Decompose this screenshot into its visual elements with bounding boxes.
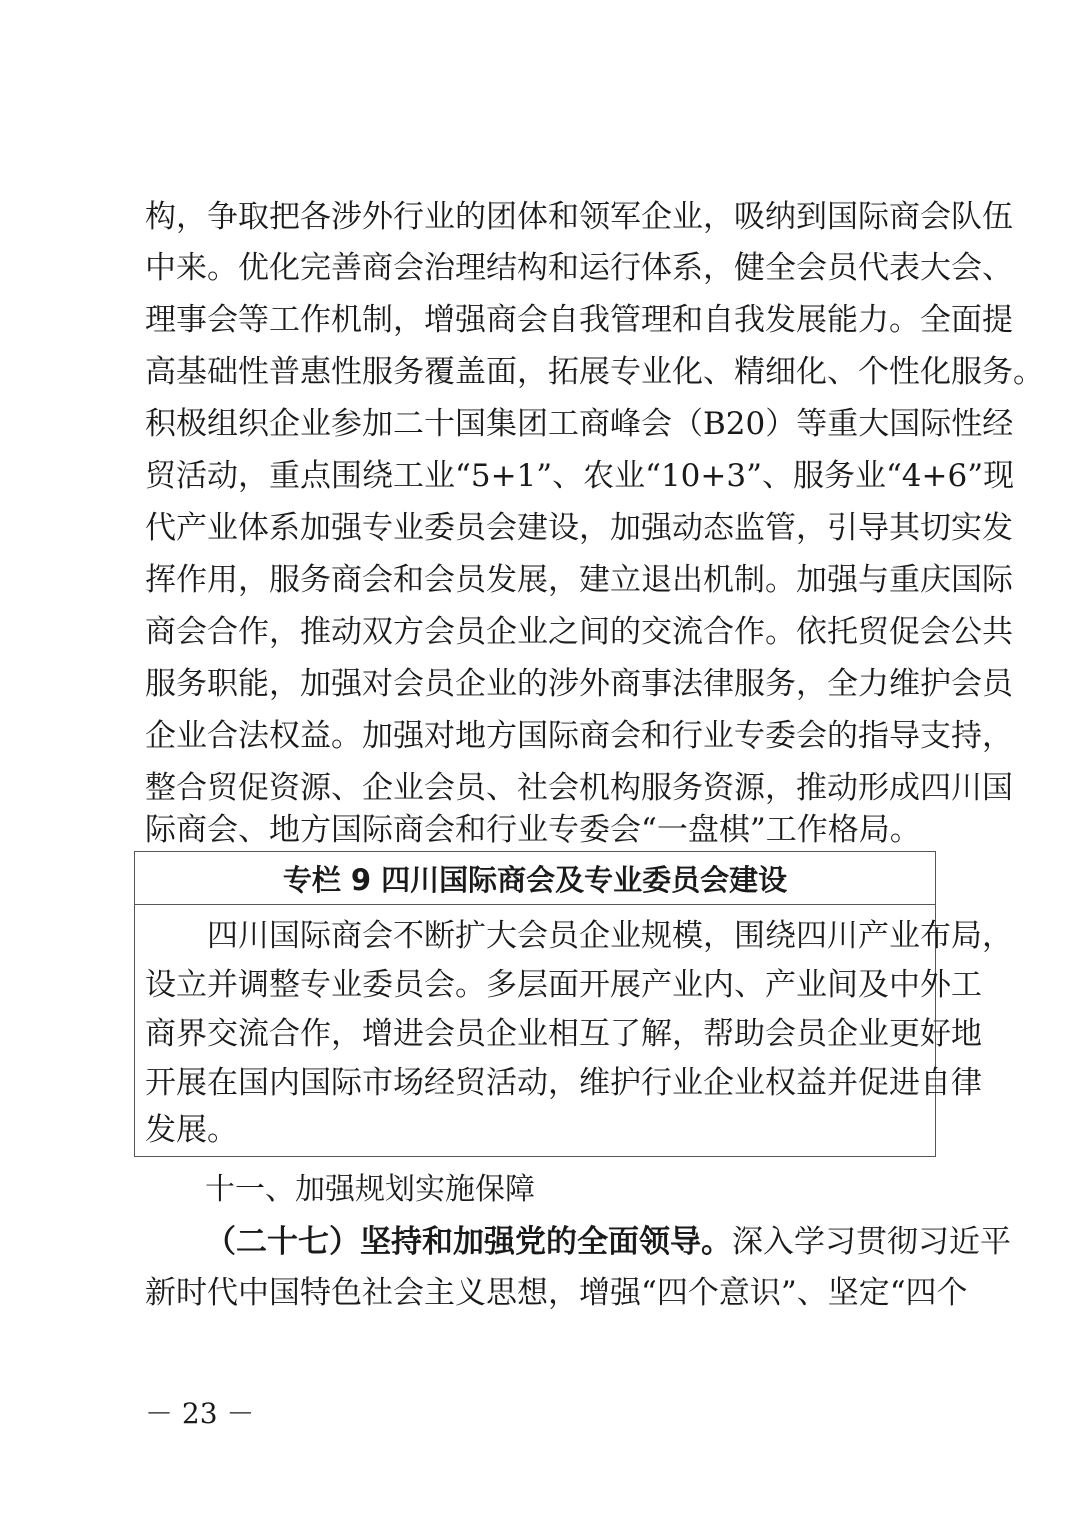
- paragraph-text: 深入学习贯彻习近平: [732, 1224, 1011, 1260]
- paragraph-bold-lead: （二十七）坚持和加强党的全面领导。: [205, 1224, 732, 1260]
- feature-box-line: 商界交流合作，增进会员企业相互了解，帮助会员企业更好地: [145, 1016, 982, 1052]
- body-line: 服务职能，加强对会员企业的涉外商事法律服务，全力维护会员: [145, 666, 1013, 702]
- feature-box-title: 专栏 9 四川国际商会及专业委员会建设: [282, 863, 788, 897]
- body-line: 际商会、地方国际商会和行业专委会“一盘棋”工作格局。: [145, 812, 921, 848]
- body-line: 理事会等工作机制，增强商会自我管理和自我发展能力。全面提: [145, 302, 1013, 338]
- feature-box-line: 发展。: [145, 1112, 238, 1148]
- paragraph-line: [205, 1222, 1011, 1262]
- paragraph-line: 新时代中国特色社会主义思想，增强“四个意识”、坚定“四个: [145, 1275, 968, 1311]
- section-heading: 十一、加强规划实施保障: [205, 1172, 535, 1207]
- feature-box: [134, 851, 1013, 1157]
- feature-box-line: 四川国际商会不断扩大会员企业规模，围绕四川产业布局，: [145, 918, 1013, 954]
- body-line: 高基础性普惠性服务覆盖面，拓展专业化、精细化、个性化服务。: [145, 354, 1044, 390]
- page-number: － 23 －: [145, 1397, 255, 1430]
- body-line: 挥作用，服务商会和会员发展，建立退出机制。加强与重庆国际: [145, 562, 1013, 598]
- feature-box-line: 开展在国内国际市场经贸活动，维护行业企业权益并促进自律: [145, 1065, 982, 1101]
- feature-box-line: 设立并调整专业委员会。多层面开展产业内、产业间及中外工: [145, 967, 982, 1003]
- body-line: 企业合法权益。加强对地方国际商会和行业专委会的指导支持，: [145, 718, 1013, 754]
- body-line: 构，争取把各涉外行业的团体和领军企业，吸纳到国际商会队伍: [145, 199, 1013, 235]
- body-line: 代产业体系加强专业委员会建设，加强动态监管，引导其切实发: [145, 510, 1013, 546]
- body-line: 商会合作，推动双方会员企业之间的交流合作。依托贸促会公共: [145, 614, 1013, 650]
- body-line: 积极组织企业参加二十国集团工商峰会（B20）等重大国际性经: [145, 406, 1014, 442]
- body-line: 中来。优化完善商会治理结构和运行体系，健全会员代表大会、: [145, 250, 1013, 286]
- body-line: 整合贸促资源、企业会员、社会机构服务资源，推动形成四川国: [145, 770, 1013, 806]
- feature-box-title-row: [135, 852, 935, 905]
- body-line: 贸活动，重点围绕工业“5+1”、农业“10+3”、服务业“4+6”现: [145, 458, 1015, 494]
